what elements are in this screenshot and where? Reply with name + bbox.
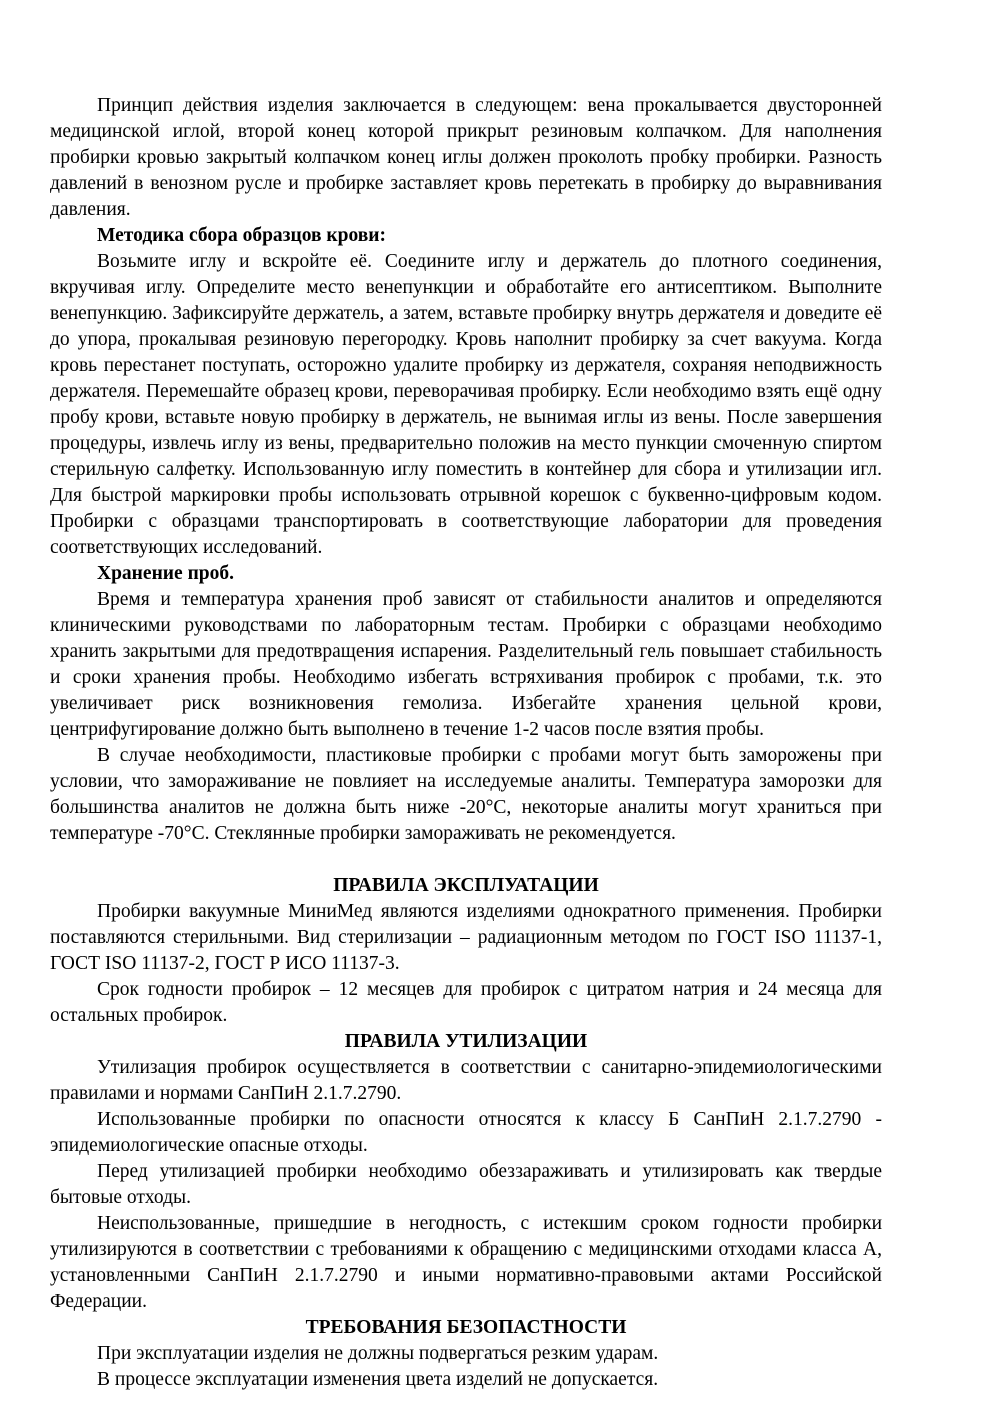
heading-disposal-rules: ПРАВИЛА УТИЛИЗАЦИИ: [344, 1031, 588, 1052]
paragraph-safety-requirements-1: При эксплуатации изделия не должны подвергаться резким ударам.: [97, 1343, 659, 1364]
paragraph-disposal-rules-3: Перед утилизацией пробирки необходимо обеззараживать и утилизировать как твердые бытовые отходы.: [50, 1161, 882, 1208]
heading-sample-storage: Хранение проб.: [97, 563, 235, 584]
heading-operation-rules: ПРАВИЛА ЭКСПЛУАТАЦИИ: [333, 875, 599, 896]
heading-blood-collection-method: Методика сбора образцов крови:: [97, 225, 387, 246]
heading-safety-requirements: ТРЕБОВАНИЯ БЕЗОПАСТНОСТИ: [305, 1317, 627, 1338]
paragraph-operation-rules-2: Срок годности пробирок – 12 месяцев для пробирок с цитратом натрия и 24 месяца для остальных пробирок.: [50, 979, 882, 1026]
paragraph-safety-requirements-2: В процессе эксплуатации изменения цвета изделий не допускается.: [97, 1369, 659, 1390]
paragraph-sample-storage-2: В случае необходимости, пластиковые пробирки с пробами могут быть заморожены при условии, что замораживание не повлияет на исследуемые аналиты. Температура заморозки для большинства аналитов не должна быть ниже -20°С, некоторые аналиты могут храниться при температуре -70°С. Стеклянные пробирки замораживать не рекомендуется.: [50, 745, 882, 844]
paragraph-principle-of-operation: Принцип действия изделия заключается в следующем: вена прокалывается двусторонней медицинской иглой, второй конец которой прикрыт резиновым колпачком. Для наполнения пробирки кровью закрытый колпачком конец иглы должен проколоть пробку пробирки. Разность давлений в венозном русле и пробирке заставляет кровь перетекать в пробирку до выравнивания давления.: [50, 95, 882, 220]
paragraph-operation-rules-1: Пробирки вакуумные МиниМед являются изделиями однократного применения. Пробирки поставляются стерильными. Вид стерилизации – радиационным методом по ГОСТ ISO 11137-1, ГОСТ ISO 11137-2, ГОСТ Р ИСО 11137-3.: [50, 901, 882, 974]
paragraph-blood-collection-method: Возьмите иглу и вскройте её. Соедините иглу и держатель до плотного соединения, вкручивая иглу. Определите место венепункции и обработайте его антисептиком. Выполните венепункцию. Зафиксируйте держатель, а затем, вставьте пробирку внутрь держателя и доведите её до упора, прокалывая резиновую перегородку. Кровь наполнит пробирку за счет вакуума. Когда кровь перестанет поступать, осторожно удалите пробирку из держателя, сохраняя неподвижность держателя. Перемешайте образец крови, переворачивая пробирку. Если необходимо взять ещё одну пробу крови, вставьте новую пробирку в держатель, не вынимая иглы из вены. После завершения процедуры, извлечь иглу из вены, предварительно положив на место пункции смоченную спиртом стерильную салфетку. Использованную иглу поместить в контейнер для сбора и утилизации игл. Для быстрой маркировки пробы использовать отрывной корешок с буквенно-цифровым кодом. Пробирки с образцами транспортировать в соответствующие лаборатории для проведения соответствующих исследований.: [50, 251, 882, 558]
paragraph-disposal-rules-2: Использованные пробирки по опасности относятся к классу Б СанПиН 2.1.7.2790 - эпидемиологические опасные отходы.: [50, 1109, 882, 1156]
paragraph-disposal-rules-4: Неиспользованные, пришедшие в негодность, с истекшим сроком годности пробирки утилизируются в соответствии с требованиями к обращению с медицинскими отходами класса А, установленными СанПиН 2.1.7.2790 и иными нормативно-правовыми актами Российской Федерации.: [50, 1213, 882, 1312]
paragraph-sample-storage-1: Время и температура хранения проб зависят от стабильности аналитов и определяются клиническими руководствами по лабораторным тестам. Пробирки с образцами необходимо хранить закрытыми для предотвращения испарения. Разделительный гель повышает стабильность и сроки хранения пробы. Необходимо избегать встряхивания пробирок с пробами, т.к. это увеличивает риск возникновения гемолиза. Избегайте хранения цельной крови, центрифугирование должно быть выполнено в течение 1-2 часов после взятия пробы.: [50, 589, 882, 740]
paragraph-disposal-rules-1: Утилизация пробирок осуществляется в соответствии с санитарно-эпидемиологическими правилами и нормами СанПиН 2.1.7.2790.: [50, 1057, 882, 1104]
